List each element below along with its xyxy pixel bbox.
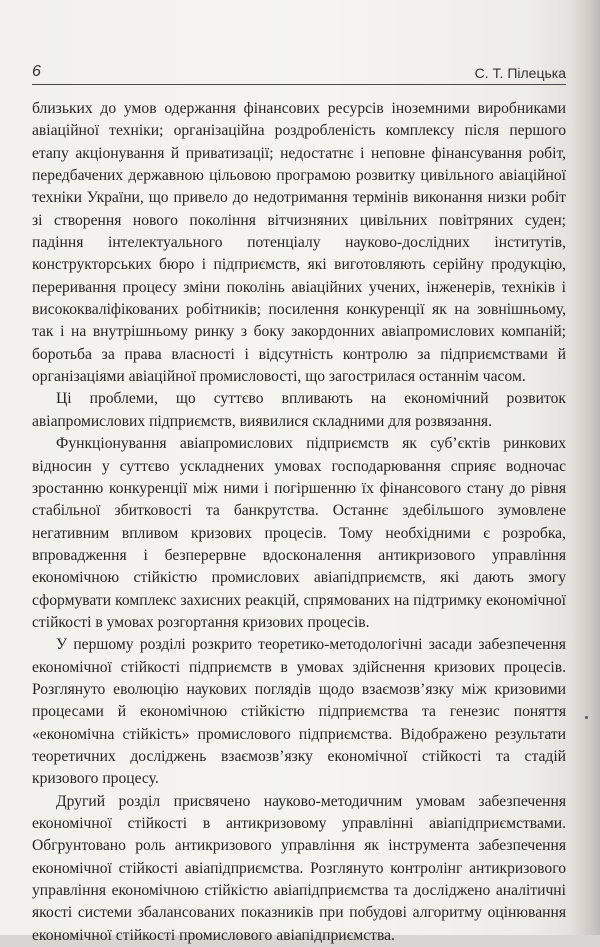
page-edge-shadow [570, 0, 600, 935]
body-text [32, 98, 566, 947]
paragraph: У першому розділі розкрито теоретико-методологічні засади забезпечення економічної стійкості підприємств в умовах здійснення кризових процесів. Розглянуто еволюцію наукових поглядів щодо взаємозв’язку між кризовими процесами й економічною стійкістю підприємства та генезис поняття «економічна стійкість» промислового підприємства. Відображено результати теоретичних досліджень взаємозв’язку економічної стійкості та стадій кризового процесу. [32, 636, 566, 788]
print-speck [585, 716, 588, 719]
paragraph-continuation: близьких до умов одержання фінансових ресурсів іноземними виробниками авіаційної техніки; організаційна роздробленість комплексу після першого етапу акціонування й приватизації; недостатнє і неповне фінансування робіт, передбачених державною цільовою програмою розвитку цивільного авіаційної техніки України, що привело до недотримання термінів виконання низки робіт зі створення нового покоління вітчизняних цивільних повітряних суден; падіння інтелектуального потенціалу науково-дослідних інститутів, конструкторських бюро і підприємств, які виготовляють серійну продукцію, переривання процесу зміни поколінь авіаційних учених, інженерів, техніків і висококваліфікованих робітників; посилення конкуренції як на зовнішньому, так і на внутрішньому ринку з боку закордонних авіапромислових компаній; боротьба за права власності і відсутність контролю за підприємствами й організаціями авіаційної промисловості, що загострилася останнім часом. [32, 100, 566, 386]
page-number: 6 [32, 63, 41, 80]
paragraph: Другий розділ присвячено науково-методичним умовам забезпечення економічної стійкості в антикризовому управлінні авіапідприємствами. Обгрунтовано роль антикризового управління як інструмента забезпечення економічної стійкості авіапідприємства. Розглянуто контролінг антикризового управління економічною стійкістю авіапідприємства та досліджено аналітичні якості системи збалансованих показників при побудові алгоритму оцінювання економічної стійкості промислового авіапідприємства. [32, 792, 566, 944]
paragraph: Функціонування авіапромислових підприємств як суб’єктів ринкових відносин у суттєво ускладнених умовах господарювання сприяє водночас зростанню конкуренції між ними і погіршенню їх фінансового стану до рівня стабільної збитковості та банкрутства. Останнє здебільшого зумовлене негативним впливом кризових процесів. Тому необхідними є розробка, впровадження і безперервне вдосконалення антикризового управління економічною стійкістю промислових авіапідприємств, які дають змогу сформувати комплекс захисних реакцій, спрямованих на підтримку економічної стійкості в умовах розгортання кризових процесів. [32, 435, 566, 631]
page-header [32, 60, 566, 85]
paragraph: Ці проблеми, що суттєво впливають на економічний розвиток авіапромислових підприємств, виявилися складними для розвязання. [32, 390, 566, 430]
running-head-author: С. Т. Пілецька [474, 65, 566, 81]
